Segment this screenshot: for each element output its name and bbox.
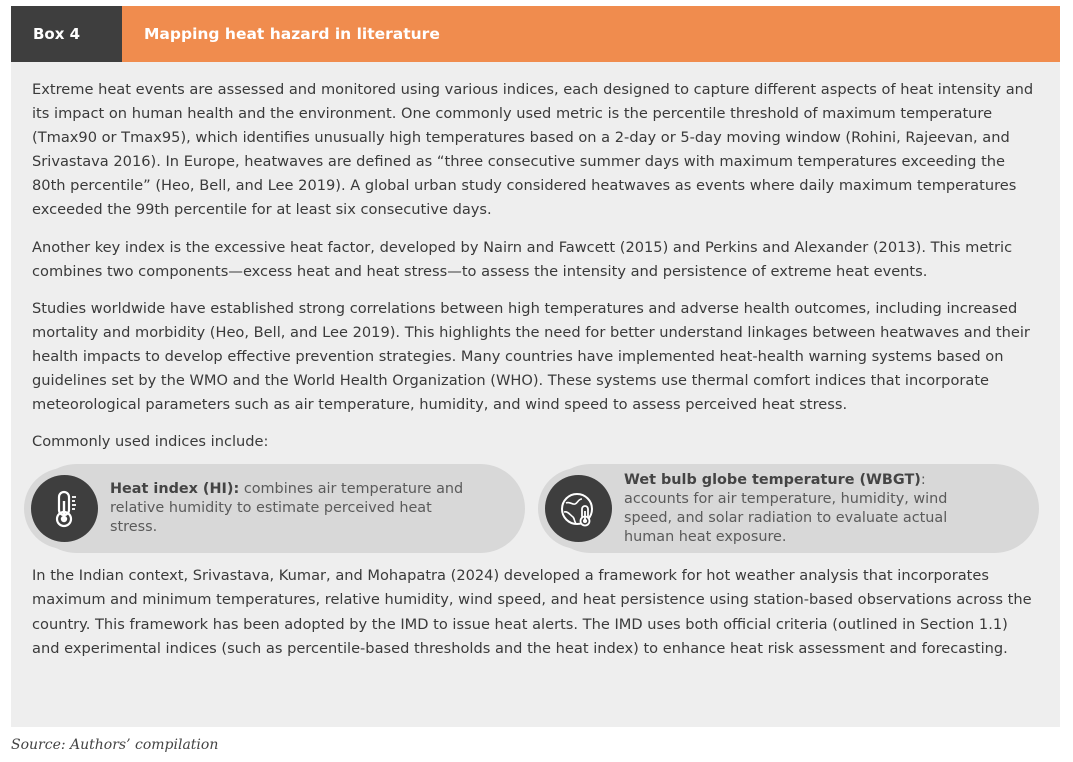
box-label: Box 4 — [11, 6, 122, 62]
paragraph-health-correlations: Studies worldwide have established strong correlations between high temperatures and adverse health outcomes, including increased mortality and morbidity (Heo, Bell, and Lee 2019). This highlights the need for better understand linkages between heatwaves and their health impacts to develop effective prevention strategies. Many countries have implemented heat-health warning systems based on guidelines set by the WMO and the World Health Organization (WHO). These systems use thermal comfort indices that incorporate meteorological parameters such as air temperature, humidity, and wind speed to assess perceived heat stress. — [32, 299, 1030, 414]
index-text-heat-index — [110, 480, 480, 537]
paragraph-indian-context: In the Indian context, Srivastava, Kumar, and Mohapatra (2024) developed a framework for hot weather analysis that incorporates maximum and minimum temperatures, relative humidity, wind speed, and heat persistence using station-based observations across the country. This framework has been adopted by the IMD to issue heat alerts. The IMD uses both official criteria (outlined in Section 1.1) and experimental indices (such as percentile-based thresholds and the heat index) to enhance heat risk assessment and forecasting. — [32, 567, 1032, 657]
source-note: Source: Authors’ compilation — [11, 737, 219, 753]
index-term: Heat index (HI): — [110, 481, 240, 498]
index-text-wbgt — [624, 471, 994, 547]
index-description: : accounts for air temperature, humidity, wind speed, and solar radiation to evaluate actual human heat exposure. — [624, 471, 948, 545]
indices-intro: Commonly used indices include: — [32, 433, 269, 451]
box-body — [11, 62, 1060, 727]
index-description: combines air temperature and relative humidity to estimate perceived heat stress. — [110, 481, 464, 536]
index-card-wbgt — [546, 464, 1039, 553]
thermometer-icon — [31, 475, 98, 542]
index-card-heat-index — [32, 464, 525, 553]
paragraph-excessive-heat-factor: Another key index is the excessive heat factor, developed by Nairn and Fawcett (2015) and Perkins and Alexander (2013). This metric combines two components—excess heat and heat stress—to assess the intensity and persistence of extreme heat events. — [32, 238, 1013, 280]
globe-thermometer-icon — [545, 475, 612, 542]
paragraph-heat-indices: Extreme heat events are assessed and monitored using various indices, each designed to capture different aspects of heat intensity and its impact on human health and the environment. One commonly used metric is the percentile threshold of maximum temperature (Tmax90 or Tmax95), which identifies unusually high temperatures based on a 2-day or 5-day moving window (Rohini, Rajeevan, and Srivastava 2016). In Europe, heatwaves are defined as “three consecutive summer days with maximum temperatures exceeding the 80th percentile” (Heo, Bell, and Lee 2019). A global urban study considered heatwaves as events where daily maximum temperatures exceeded the 99th percentile for at least six consecutive days. — [32, 81, 1034, 219]
box-header — [11, 6, 1060, 62]
indices-list — [32, 464, 1039, 553]
index-term: Wet bulb globe temperature (WBGT) — [624, 471, 921, 488]
box-title: Mapping heat hazard in literature — [122, 6, 1060, 62]
